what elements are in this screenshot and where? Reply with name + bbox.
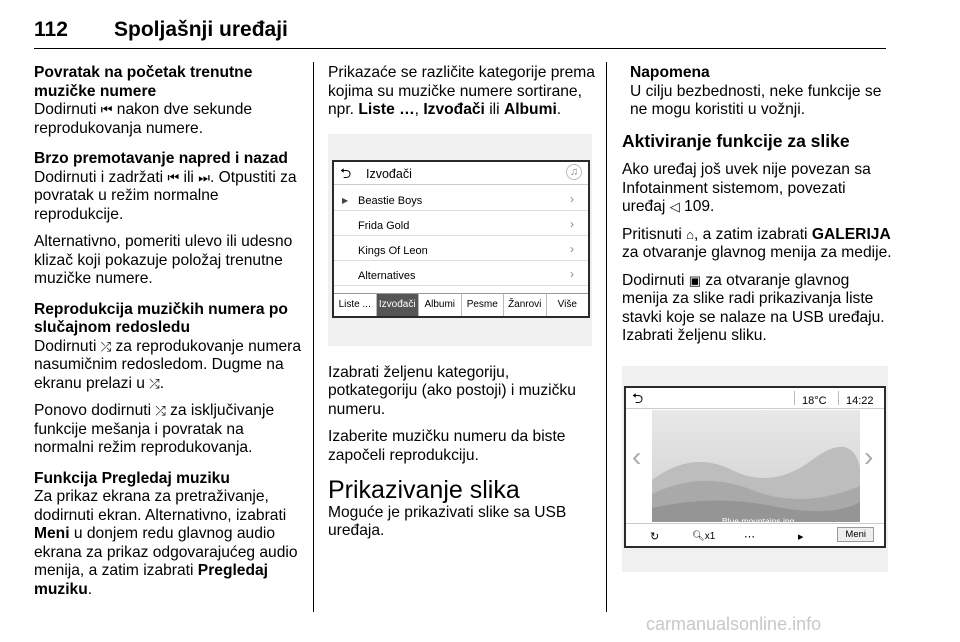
divider bbox=[838, 391, 839, 405]
section-heading: Reprodukcija muzičkih numera po slučajnom redosledu bbox=[34, 300, 288, 336]
column-divider bbox=[606, 62, 607, 612]
infotainment-screen bbox=[332, 160, 590, 318]
paragraph: Ako uređaj još uvek nije povezan sa Infotainment sistemom, povezati uređaj ◁ 109. bbox=[622, 161, 871, 215]
list-item[interactable]: ▶ Beastie Boys › bbox=[334, 186, 588, 211]
chevron-right-icon: › bbox=[570, 241, 574, 256]
paragraph: Moguće je prikazivati slike sa USB uređaja. bbox=[328, 503, 567, 539]
paragraph: Dodirnuti ⤮ za reprodukovanje numera nasumičnim redosledom. Dugme na ekranu prelazi u ⤮. bbox=[34, 337, 301, 392]
chevron-right-icon: › bbox=[570, 216, 574, 231]
note-box bbox=[622, 64, 892, 120]
music-note-icon[interactable]: ♫ bbox=[566, 164, 582, 180]
menu-button[interactable]: Meni bbox=[837, 527, 874, 542]
section-shuffle bbox=[34, 301, 304, 458]
column-divider bbox=[313, 62, 314, 612]
chevron-right-icon: › bbox=[570, 191, 574, 206]
paragraph: Dodirnuti i zadržati ⏮ ili ⏭. Otpustiti za povratak u režim normalne reprodukcije. bbox=[34, 168, 297, 223]
skip-forward-icon: ⏭ bbox=[198, 169, 210, 185]
tab-songs[interactable]: Pesme bbox=[462, 294, 505, 316]
tab-artists[interactable]: Izvođači bbox=[377, 294, 420, 316]
paragraph: Izaberite muzičku numeru da biste započeli reprodukciju. bbox=[328, 428, 566, 464]
paragraph: Dodirnuti ⏮ nakon dve sekunde reprodukovanja numere. bbox=[34, 101, 253, 137]
chevron-right-icon[interactable]: › bbox=[864, 440, 874, 472]
page-header bbox=[34, 14, 886, 49]
paragraph: Ponovo dodirnuti ⤮ za isključivanje funkcije mešanja i povratak na normalni režim reprodukovanja. bbox=[34, 402, 275, 456]
tab-albums[interactable]: Albumi bbox=[419, 294, 462, 316]
tab-genres[interactable]: Žanrovi bbox=[504, 294, 547, 316]
paragraph: Za prikaz ekrana za pretraživanje, dodirnuti ekran. Alternativno, izabrati Meni u donjem redu glavnog audio ekrana za prikaz odgovarajućeg audio menija, a zatim izabrati Pregledaj muziku. bbox=[34, 488, 298, 598]
tab-lists[interactable]: Liste ... bbox=[334, 294, 377, 316]
paragraph: Pritisnuti ⌂, a zatim izabrati GALERIJA za otvaranje glavnog menija za medije. bbox=[622, 225, 892, 261]
paragraph: Dodirnuti ▣ za otvaranje glavnog menija za slike radi prikazivanja liste stavki koje se nalaze na USB uređaju. Izabrati željenu sliku. bbox=[622, 271, 885, 344]
section-heading-large: Prikazivanje slika bbox=[328, 476, 520, 504]
chevron-right-icon: › bbox=[570, 266, 574, 281]
paragraph: Alternativno, pomeriti ulevo ili udesno klizač koji pokazuje položaj trenutne muzičke numere. bbox=[34, 233, 293, 287]
skip-back-icon: ⏮ bbox=[167, 169, 180, 185]
list-item[interactable]: Kings Of Leon › bbox=[334, 236, 588, 261]
section-heading: Funkcija Pregledaj muziku bbox=[34, 469, 230, 487]
chevron-left-icon[interactable]: ‹ bbox=[632, 440, 642, 472]
section-heading: Brzo premotavanje napred i nazad bbox=[34, 150, 288, 167]
section-restart-track bbox=[34, 64, 304, 138]
status-bar bbox=[626, 388, 884, 409]
temperature: 18°C bbox=[802, 394, 827, 407]
note-title: Napomena bbox=[630, 64, 710, 81]
section-fast-forward bbox=[34, 150, 304, 289]
column-middle bbox=[328, 64, 596, 550]
picture-mountains bbox=[652, 410, 860, 522]
note-text: U cilju bezbednosti, neke funkcije se ne mogu koristiti u vožnji. bbox=[630, 82, 882, 118]
page-title: Spoljašnji uređaji bbox=[114, 18, 288, 41]
watermark: carmanualsonline.info bbox=[646, 614, 822, 634]
list-item[interactable]: Alternatives › bbox=[334, 261, 588, 286]
picture-caption: Blue mountains.jpg bbox=[722, 515, 795, 526]
skip-back-icon: ⏮ bbox=[100, 102, 113, 117]
column-left bbox=[34, 64, 304, 611]
tab-more[interactable]: Više bbox=[557, 298, 577, 310]
section-heading: Povratak na početak trenutne muzičke numere bbox=[34, 64, 253, 100]
paragraph: Prikazaće se različite kategorije prema kojima su muzičke numere sortirane, npr. Liste …, Izvođači ili Albumi. bbox=[328, 64, 595, 118]
zoom-icon[interactable]: 🔍︎x1 bbox=[692, 530, 716, 542]
category-tabs bbox=[334, 293, 588, 316]
rotate-icon[interactable]: ↻ bbox=[650, 530, 660, 543]
reference-arrow-icon: ◁ bbox=[669, 199, 680, 214]
screenshot-browse-artists bbox=[328, 134, 592, 346]
shuffle-icon: ⤮ bbox=[155, 403, 166, 418]
back-icon[interactable]: ⮌ bbox=[632, 389, 644, 406]
picture-icon: ▣ bbox=[688, 272, 702, 288]
section-heading: Aktiviranje funkcije za slike bbox=[622, 130, 850, 151]
screenshot-picture-viewer bbox=[622, 366, 888, 572]
picture-controls bbox=[626, 523, 884, 546]
shuffle-icon: ⤮ bbox=[100, 338, 112, 354]
screen-title: Izvođači bbox=[366, 166, 412, 181]
infotainment-screen bbox=[624, 386, 886, 548]
shuffle-icon: ⤮ bbox=[149, 375, 160, 391]
back-icon[interactable]: ⮌ bbox=[340, 164, 352, 181]
title-bar bbox=[334, 162, 588, 185]
paragraph: Izabrati željenu kategoriju, potkategoriju (ako postoji) i muzičku numeru. bbox=[328, 363, 576, 418]
play-icon[interactable]: ▸ bbox=[798, 530, 804, 543]
column-right bbox=[622, 64, 892, 572]
home-icon: ⌂ bbox=[686, 226, 694, 242]
clock: 14:22 bbox=[846, 394, 874, 407]
section-browse-music bbox=[34, 470, 304, 600]
play-icon: ▶ bbox=[342, 195, 349, 205]
divider bbox=[794, 391, 795, 405]
page-number: 112 bbox=[34, 18, 68, 41]
list-item[interactable]: Frida Gold › bbox=[334, 211, 588, 236]
slideshow-icon[interactable]: ⋯ bbox=[744, 530, 755, 543]
